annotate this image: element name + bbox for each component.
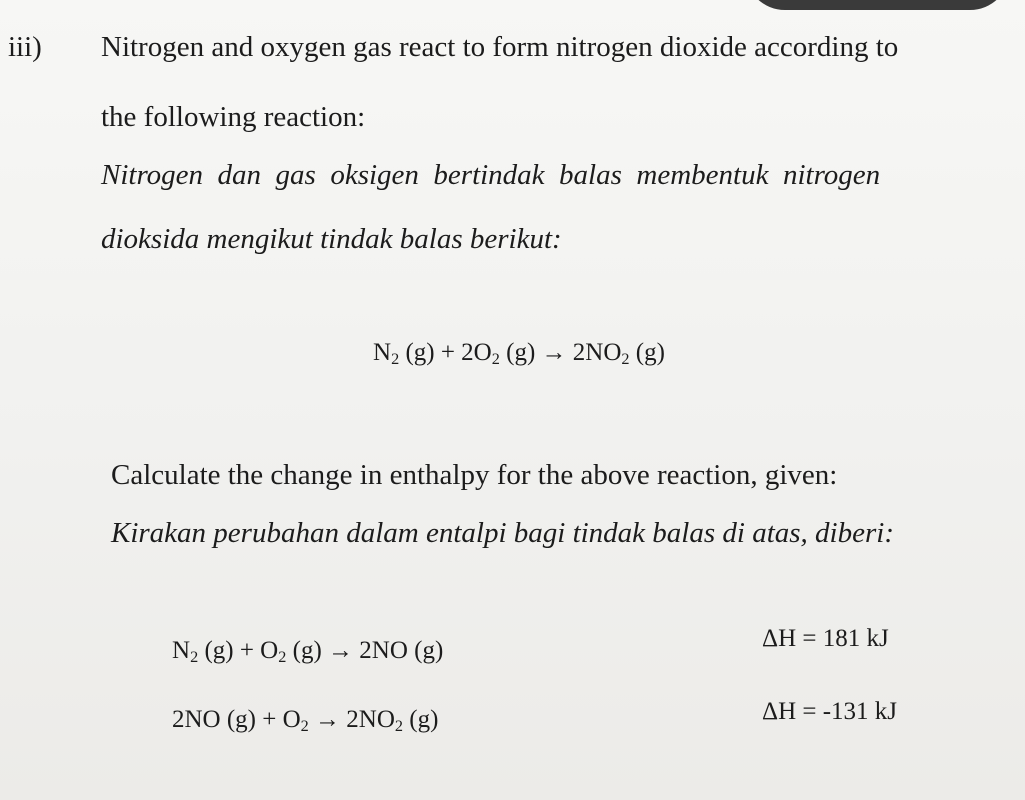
product-no2-subscript: 2 <box>621 350 630 369</box>
given-reaction-2 <box>172 705 438 735</box>
given-2-part-a: 2NO (g) + O <box>172 706 301 733</box>
device-edge-shadow <box>745 0 1010 10</box>
given-1-part-a: N <box>172 637 191 664</box>
given-2-part-b: → 2NO <box>308 706 395 733</box>
product-no2: (g) → 2NO <box>499 339 622 366</box>
given-2-subscript-a: 2 <box>300 717 309 736</box>
question-number: iii) <box>8 31 42 63</box>
given-1-subscript-a: 2 <box>190 648 199 667</box>
given-reaction-2-enthalpy: ΔH = -131 kJ <box>762 698 898 725</box>
reactant-nitrogen-subscript: 2 <box>391 350 400 369</box>
intro-english-line-2: the following reaction: <box>101 101 366 133</box>
given-1-subscript-b: 2 <box>278 648 287 667</box>
given-reaction-1 <box>172 636 443 666</box>
instruction-malay: Kirakan perubahan dalam entalpi bagi tindak balas di atas, diberi: <box>111 517 894 549</box>
given-reaction-1-enthalpy: ΔH = 181 kJ <box>762 625 889 652</box>
intro-english-line-1: Nitrogen and oxygen gas react to form nitrogen dioxide according to <box>101 31 899 63</box>
given-2-subscript-b: 2 <box>394 717 404 736</box>
given-1-part-c: (g) → 2NO (g) <box>286 637 444 664</box>
given-1-part-b: (g) + O <box>198 637 279 664</box>
product-state: (g) <box>629 339 665 366</box>
main-reaction-equation <box>373 338 665 368</box>
intro-malay-line-2: dioksida mengikut tindak balas berikut: <box>101 223 562 255</box>
given-2-part-c: (g) <box>403 706 439 733</box>
reactant-nitrogen: N <box>373 339 392 366</box>
reactant-oxygen: (g) + 2O <box>399 339 492 366</box>
instruction-english: Calculate the change in enthalpy for the above reaction, given: <box>111 459 838 491</box>
intro-malay-line-1: Nitrogen dan gas oksigen bertindak balas membentuk nitrogen <box>101 159 881 191</box>
reactant-oxygen-subscript: 2 <box>491 350 500 369</box>
